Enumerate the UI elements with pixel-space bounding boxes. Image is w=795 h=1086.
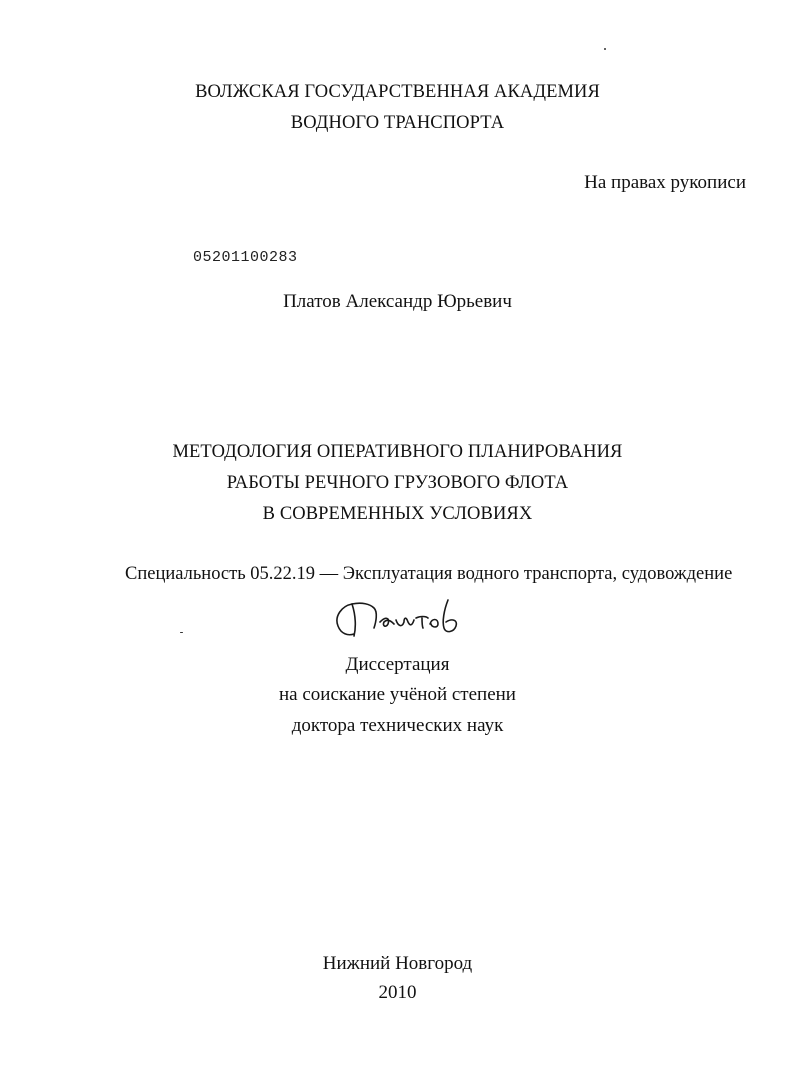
specialty-line: Специальность 05.22.19 — Эксплуатация водного транспорта, судовождение: [125, 564, 733, 584]
degree-line-2: на соискание учёной степени: [279, 684, 516, 705]
scan-speck: [180, 632, 183, 633]
institution-line-2: ВОДНОГО ТРАНСПОРТА: [290, 113, 505, 133]
degree-line-3: доктора технических наук: [291, 715, 504, 736]
catalog-number: 05201100283: [193, 249, 298, 266]
scan-speck: [604, 48, 606, 50]
title-line-3: В СОВРЕМЕННЫХ УСЛОВИЯХ: [262, 504, 533, 524]
institution-line-1: ВОЛЖСКАЯ ГОСУДАРСТВЕННАЯ АКАДЕМИЯ: [195, 82, 600, 102]
title-line-2: РАБОТЫ РЕЧНОГО ГРУЗОВОГО ФЛОТА: [226, 473, 569, 493]
degree-line-1: Диссертация: [345, 654, 450, 675]
manuscript-note: На правах рукописи: [584, 172, 746, 193]
handwritten-signature-icon: [330, 596, 480, 642]
year: 2010: [378, 982, 417, 1003]
author-name: Платов Александр Юрьевич: [283, 291, 512, 312]
city: Нижний Новгород: [322, 953, 473, 974]
title-line-1: МЕТОДОЛОГИЯ ОПЕРАТИВНОГО ПЛАНИРОВАНИЯ: [172, 442, 623, 462]
